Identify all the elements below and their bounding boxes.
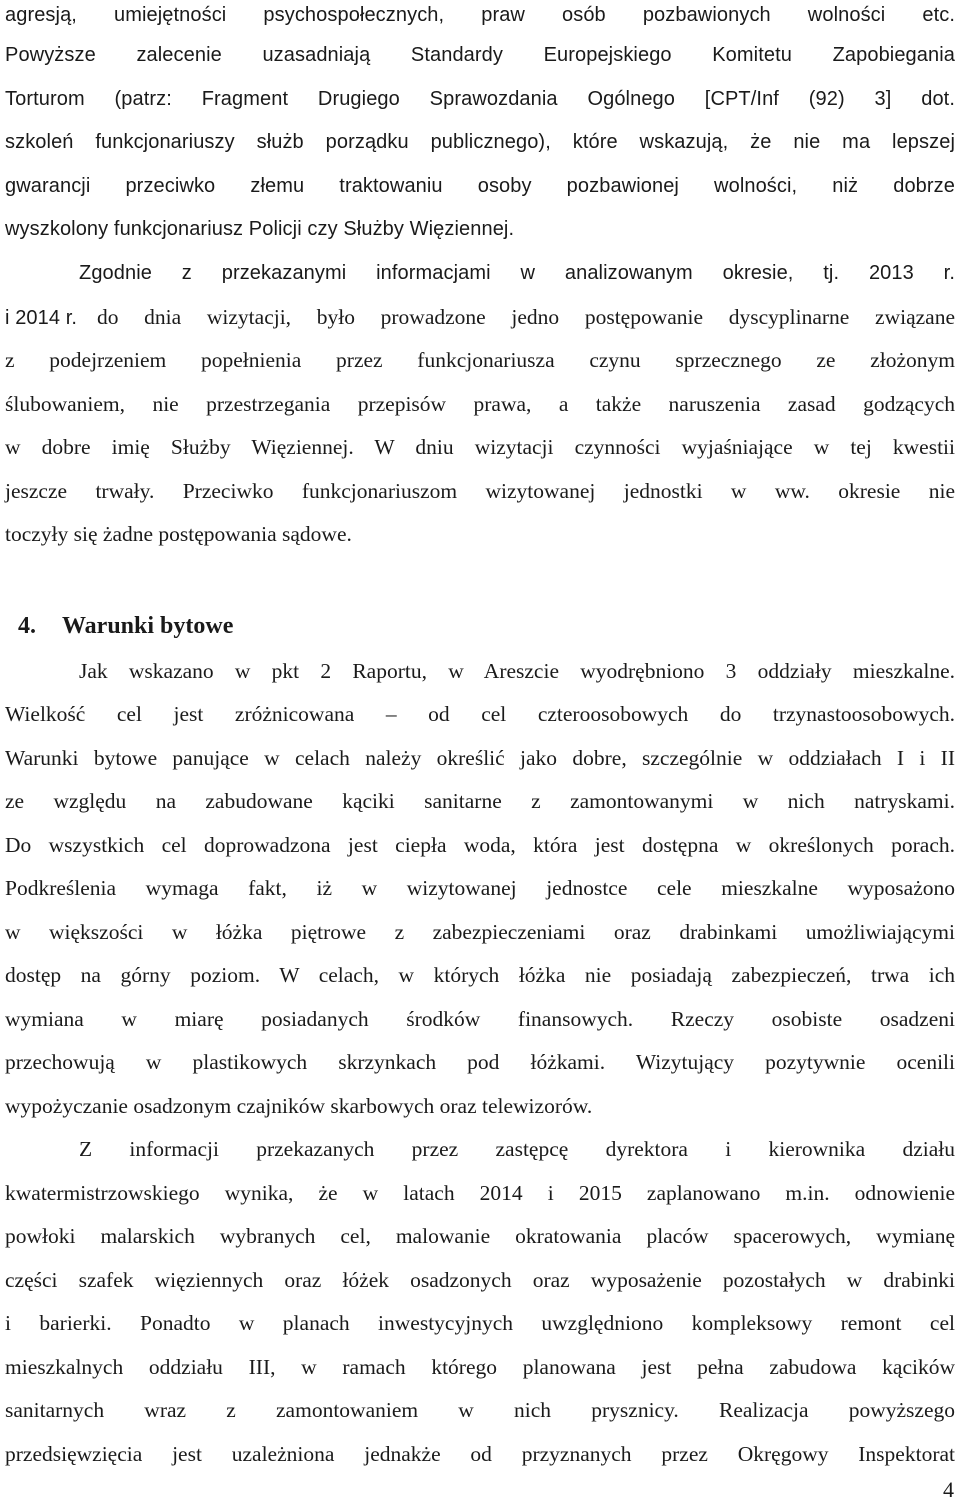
text-line: gwarancji przeciwko złemu traktowaniu osoby pozbawionej wolności, niż dobrze [5,175,955,197]
text-line: w dobre imię Służby Więziennej. W dniu wizytacji czynności wyjaśniające w tej kwestii [5,435,955,459]
section-number: 4. [18,613,36,639]
text-line: kwatermistrzowskiego wynika, że w latach 2014 i 2015 zaplanowano m.in. odnowienie [5,1181,955,1205]
text-line: Wielkość cel jest zróżnicowana – od cel czteroosobowych do trzynastoosobowych. [5,702,955,726]
text-line: części szafek więziennych oraz łóżek osadzonych oraz wyposażenie pozostałych w drabinki [5,1268,955,1292]
text-line: ze względu na zabudowane kąciki sanitarne z zamontowanymi w nich natryskami. [5,789,955,813]
section-heading [18,610,233,642]
text-line: z podejrzeniem popełnienia przez funkcjonariusza czynu sprzecznego ze złożonym [5,348,955,372]
text-line: wypożyczanie osadzonym czajników skarbowych oraz telewizorów. [5,1094,593,1118]
text-line: Zgodnie z przekazanymi informacjami w analizowanym okresie, tj. 2013 r. [79,262,955,284]
text-line: przechowują w plastikowych skrzynkach pod łóżkami. Wizytujący pozytywnie ocenili [5,1050,955,1074]
text-line: w większości w łóżka piętrowe z zabezpieczeniami oraz drabinkami umożliwiającymi [5,920,955,944]
text-line: wymiana w miarę posiadanych środków finansowych. Rzeczy osobiste osadzeni [5,1007,955,1031]
text-line: Do wszystkich cel doprowadzona jest ciepła woda, która jest dostępna w określonych porach. [5,833,955,857]
text-line: szkoleń funkcjonariuszy służb porządku publicznego), które wskazują, że nie ma lepszej [5,131,955,153]
text-line: Z informacji przekazanych przez zastępcę dyrektora i kierownika działu [79,1137,955,1161]
text-line: Torturom (patrz: Fragment Drugiego Sprawozdania Ogólnego [CPT/Inf (92) 3] dot. [5,88,955,110]
text-segment: do dnia wizytacji, było prowadzone jedno postępowanie dyscyplinarne związane [97,305,955,329]
text-line: mieszkalnych oddziału III, w ramach którego planowana jest pełna zabudowa kącików [5,1355,955,1379]
text-line: Podkreślenia wymaga fakt, iż w wizytowanej jednostce cele mieszkalne wyposażono [5,876,955,900]
text-line: sanitarnych wraz z zamontowaniem w nich prysznicy. Realizacja powyższego [5,1398,955,1422]
text-line: i barierki. Ponadto w planach inwestycyjnych uwzględniono kompleksowy remont cel [5,1311,955,1335]
text-line: ślubowaniem, nie przestrzegania przepisów prawa, a także naruszenia zasad godzących [5,392,955,416]
text-line: toczyły się żadne postępowania sądowe. [5,522,352,546]
text-segment: i 2014 r. [5,307,78,329]
text-line: Jak wskazano w pkt 2 Raportu, w Areszcie wyodrębniono 3 oddziały mieszkalne. [79,659,955,683]
text-line: przedsięwzięcia jest uzależniona jednakże od przyznanych przez Okręgowy Inspektorat [5,1442,955,1466]
text-line: Powyższe zalecenie uzasadniają Standardy Europejskiego Komitetu Zapobiegania [5,44,955,66]
section-title: Warunki bytowe [62,613,234,639]
text-line: Warunki bytowe panujące w celach należy określić jako dobre, szczególnie w oddziałach I i II [5,746,955,770]
text-line-mixed [5,302,955,332]
text-line: agresją, umiejętności psychospołecznych, praw osób pozbawionych wolności etc. [5,4,955,26]
text-line: jeszcze trwały. Przeciwko funkcjonariuszom wizytowanej jednostki w ww. okresie nie [5,479,955,503]
page-number: 4 [943,1477,954,1502]
text-line: wyszkolony funkcjonariusz Policji czy Służby Więziennej. [5,218,515,240]
text-line: powłoki malarskich wybranych cel, malowanie okratowania placów spacerowych, wymianę [5,1224,955,1248]
text-line: dostęp na górny poziom. W celach, w których łóżka nie posiadają zabezpieczeń, trwa ich [5,963,955,987]
